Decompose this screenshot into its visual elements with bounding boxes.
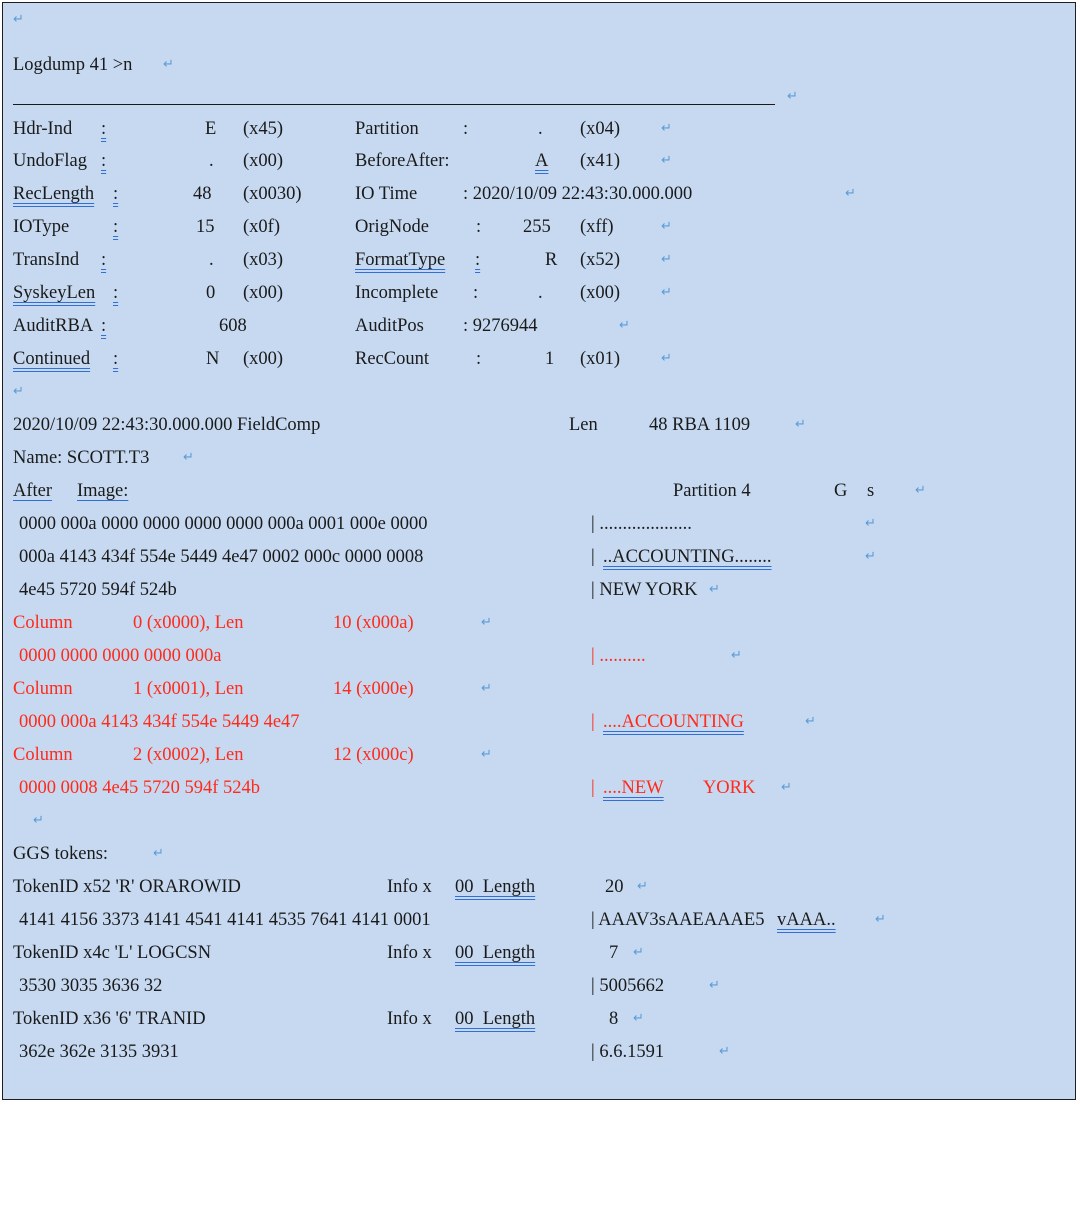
field-value: R [545,250,558,270]
field-hex: (x0f) [243,217,280,237]
paragraph-mark-icon: ↵ [637,879,648,894]
field-hex: (x01) [580,349,621,369]
paragraph-mark-icon: ↵ [781,780,792,795]
field-colon: : [473,283,479,303]
field-value: : 9276944 [463,316,538,336]
paragraph-mark-icon: ↵ [865,549,876,564]
token-hex-row [13,971,720,1001]
header-row-transind [13,245,672,275]
field-colon: : [476,217,482,237]
field-colon: : [475,250,481,270]
record-name: Name: SCOTT.T3 [13,448,150,468]
logdump-prompt: Logdump 41 >n [13,55,133,75]
column-ascii: | .......... [591,646,646,666]
hex-row [13,575,720,605]
token-info-length: 00 Length [455,943,536,963]
paragraph-mark-icon: ↵ [481,615,492,630]
field-value: 15 [196,217,215,237]
field-label: RecLength [13,184,95,204]
token-id: TokenID x52 'R' ORAROWID [13,877,241,897]
token-hex-row [13,1037,730,1067]
column-label: Column [13,679,73,699]
paragraph-mark-icon: ↵ [619,318,630,333]
column-length: 14 (x000e) [333,679,414,699]
paragraph-mark-icon: ↵ [183,450,194,465]
field-label: Incomplete [355,283,439,303]
paragraph-mark-icon: ↵ [661,285,672,300]
paragraph-mark-icon: ↵ [661,219,672,234]
s-flag: s [867,481,875,501]
field-hex: (x00) [243,349,284,369]
paragraph-mark-icon: ↵ [633,1011,644,1026]
after-image-line [13,476,926,506]
field-colon: : [101,151,107,171]
header-row-reclength [13,179,856,209]
column-hex-row [13,641,742,671]
column-length: 10 (x000a) [333,613,414,633]
field-colon: : [101,119,107,139]
token-hex-bytes: 3530 3035 3636 32 [19,976,163,996]
paragraph-mark-icon: ↵ [865,516,876,531]
token-info-length: 00 Length [455,877,536,897]
field-hex: (x52) [580,250,621,270]
token-ascii: | 6.6.1591 [591,1042,665,1062]
field-value: E [205,119,217,139]
field-value: 608 [219,316,247,336]
partition-label: Partition 4 [673,481,751,501]
paragraph-mark-icon: ↵ [709,978,720,993]
token-length-value: 8 [609,1009,619,1029]
field-hex: (x00) [580,283,621,303]
column-header [13,740,492,770]
token-hex-row [13,905,886,935]
prompt-line [13,50,174,80]
hex-bytes: 0000 000a 0000 0000 0000 0000 000a 0001 000e 0000 [19,514,428,534]
paragraph-mark-icon: ↵ [795,417,806,432]
field-colon: : [113,217,119,237]
column-ascii-underlined: ....ACCOUNTING [603,712,744,732]
column-hex-bytes: 0000 0008 4e45 5720 594f 524b [19,778,260,798]
hex-ascii: | NEW YORK [591,580,698,600]
column-number: 1 (x0001), Len [133,679,244,699]
paragraph-mark-icon: ↵ [661,351,672,366]
paragraph-mark-icon: ↵ [709,582,720,597]
column-hex-row [13,773,792,803]
field-colon: : [101,316,107,336]
field-value: A [535,151,549,171]
paragraph-mark-icon: ↵ [163,57,174,72]
paragraph-mark-icon: ↵ [805,714,816,729]
field-label: AuditPos [355,316,424,336]
column-ascii: | [591,778,600,798]
field-label: IO Time [355,184,418,204]
field-colon: : [113,184,119,204]
column-header [13,674,492,704]
field-hex: (x41) [580,151,621,171]
header-row-continued [13,344,672,374]
field-hex: (x04) [580,119,621,139]
record-timestamp-line [13,410,806,440]
after-image-label-2: Image: [77,481,129,501]
column-ascii: | [591,712,600,732]
hex-bytes: 000a 4143 434f 554e 5449 4e47 0002 000c 0000 0008 [19,547,424,567]
token-line [13,872,648,902]
token-info-length: 00 Length [455,1009,536,1029]
paragraph-mark-icon: ↵ [875,912,886,927]
token-ascii: | AAAV3sAAEAAAE5 [591,910,765,930]
paragraph-mark-icon: ↵ [481,681,492,696]
hex-row: 000a 4143 434f 554e 5449 4e47 0002 000c 0000 0008 | ..ACCOUNTING........ ↵ [13,542,32,572]
field-label: UndoFlag [13,151,87,171]
after-image-label: After [13,481,53,501]
hex-bytes: 4e45 5720 594f 524b [19,580,177,600]
column-header [13,608,492,638]
field-colon: : [476,349,482,369]
paragraph-mark-icon: ↵ [13,12,24,27]
paragraph-mark-icon: ↵ [633,945,644,960]
field-hex: (x00) [243,151,284,171]
field-value: 48 [193,184,212,204]
field-hex: (x00) [243,283,284,303]
len-label: Len [569,415,598,435]
ggs-tokens-title-line [13,839,164,869]
field-value: . [538,283,543,303]
hex-ascii: | .................... [591,514,692,534]
separator-rule [13,104,775,105]
field-label: Partition [355,119,419,139]
token-id: TokenID x36 '6' TRANID [13,1009,206,1029]
field-value: . [209,250,214,270]
field-label: RecCount [355,349,429,369]
header-row-auditrba [13,311,630,341]
token-ascii-underlined: vAAA.. [777,910,836,930]
field-hex: (x03) [243,250,284,270]
field-value: 0 [206,283,216,303]
token-line [13,938,644,968]
token-ascii: | 5005662 [591,976,665,996]
field-hex: (x45) [243,119,284,139]
field-value: . [209,151,214,171]
column-hex-bytes: 0000 0000 0000 0000 000a [19,646,222,666]
token-length-value: 20 [605,877,624,897]
paragraph-mark-icon: ↵ [787,89,798,104]
paragraph-mark-icon: ↵ [661,121,672,136]
ggs-tokens-title: GGS tokens: [13,844,109,864]
field-colon: : [101,250,107,270]
field-hex: (x0030) [243,184,302,204]
field-value: 255 [523,217,551,237]
hex-ascii: ..ACCOUNTING........ [603,547,772,567]
paragraph-mark-icon: ↵ [719,1044,730,1059]
paragraph-mark-icon: ↵ [153,846,164,861]
token-id: TokenID x4c 'L' LOGCSN [13,943,212,963]
column-label: Column [13,745,73,765]
token-length-value: 7 [609,943,619,963]
len-rba-value: 48 RBA 1109 [649,415,751,435]
paragraph-mark-icon: ↵ [661,153,672,168]
paragraph-mark-icon: ↵ [915,483,926,498]
field-colon: : [113,283,119,303]
header-row-undoflag [13,146,672,176]
logdump-document [2,2,1076,1100]
field-label: AuditRBA [13,316,94,336]
column-number: 2 (x0002), Len [133,745,244,765]
column-ascii-tail: YORK [699,778,756,798]
column-label: Column [13,613,73,633]
token-hex-bytes: 362e 362e 3135 3931 [19,1042,179,1062]
paragraph-mark-icon: ↵ [481,747,492,762]
field-hex: (xff) [580,217,614,237]
record-timestamp: 2020/10/09 22:43:30.000.000 FieldComp [13,415,321,435]
column-hex-bytes: 0000 000a 4143 434f 554e 5449 4e47 [19,712,300,732]
token-info: Info x [387,1009,432,1029]
paragraph-mark-icon: ↵ [845,186,856,201]
field-label: Hdr-Ind [13,119,73,139]
field-label: OrigNode [355,217,429,237]
paragraph-mark-icon: ↵ [661,252,672,267]
header-row-hdr-ind [13,114,672,144]
field-label: BeforeAfter: [355,151,450,171]
paragraph-mark-icon: ↵ [13,384,24,399]
field-colon: : [113,349,119,369]
g-flag: G [834,481,848,501]
token-line [13,1004,644,1034]
field-value: 1 [545,349,555,369]
header-row-syskeylen [13,278,672,308]
field-label: FormatType [355,250,446,270]
field-colon: : [463,119,469,139]
token-info: Info x [387,877,432,897]
token-info: Info x [387,943,432,963]
column-number: 0 (x0000), Len [133,613,244,633]
paragraph-mark-icon: ↵ [731,648,742,663]
column-ascii-underlined: ....NEW [603,778,664,798]
record-name-line [13,443,194,473]
field-label: Continued [13,349,91,369]
field-value: . [538,119,543,139]
field-label: SyskeyLen [13,283,96,303]
paragraph-mark-icon: ↵ [33,813,44,828]
header-row-iotype [13,212,672,242]
field-label: IOType [13,217,70,237]
column-hex-row [13,707,816,737]
token-hex-bytes: 4141 4156 3373 4141 4541 4141 4535 7641 4141 0001 [19,910,431,930]
field-label: TransInd [13,250,80,270]
field-value: : 2020/10/09 22:43:30.000.000 [463,184,693,204]
hex-row [13,509,876,539]
column-length: 12 (x000c) [333,745,414,765]
field-value: N [206,349,220,369]
